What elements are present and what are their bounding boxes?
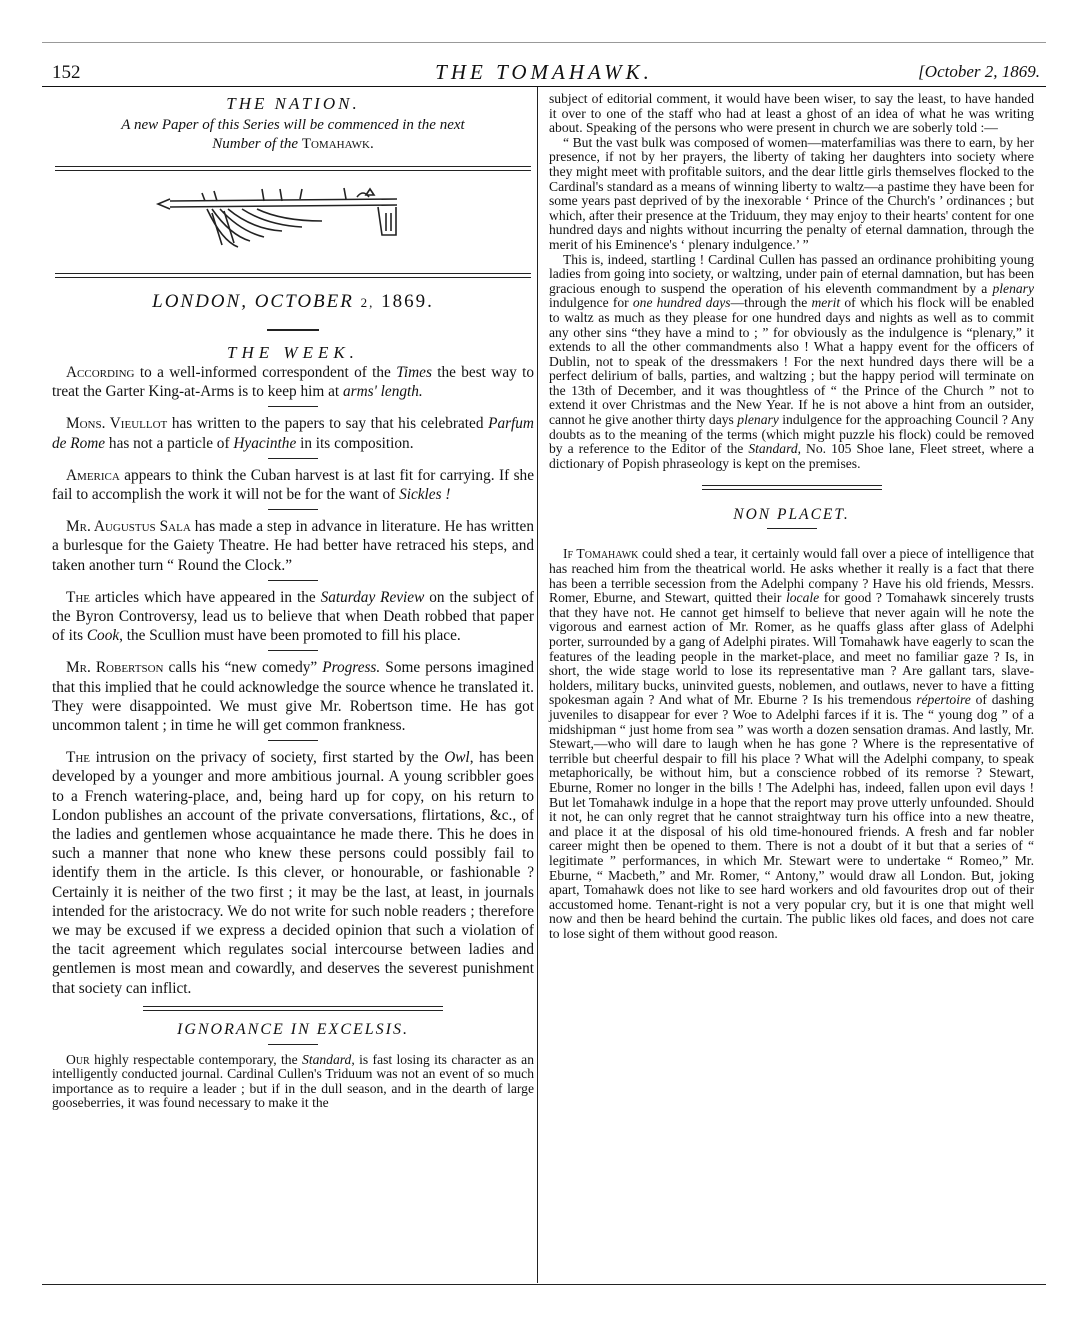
ignorance-title: IGNORANCE IN EXCELSIS. — [177, 1020, 409, 1038]
week-items — [52, 363, 534, 998]
page-header — [42, 62, 1046, 87]
nation-notice-line-1: A new Paper of this Series will be commenced in the next — [121, 117, 465, 133]
double-rule — [55, 273, 531, 278]
week-item: The articles which have appeared in the Saturday Review on the subject of the Byron Controversy, lead us to believe that when Death robbed that paper of its Cook, the Scullion must have been promoted to fill his place. — [52, 588, 534, 645]
masthead-title: THE TOMAHAWK. — [435, 60, 653, 84]
continued-paragraph: subject of editorial comment, it would have been wiser, to say the least, to have handed it over to one of the staff who had at least a ghost of an idea of what he was writing about. Speaking of the persons who were present in church we are soberly told :— — [549, 91, 1034, 136]
short-rule — [767, 528, 817, 529]
week-title: THE WEEK. — [227, 343, 359, 362]
nation-notice — [52, 116, 534, 154]
bottom-rule — [42, 1284, 1046, 1285]
week-item: Mr. Augustus Sala has made a step in advance in literature. He has written a burlesque for the Gaiety Theatre. He had better have retraced his steps, and taken another turn “ Round the Clock.” — [52, 518, 534, 574]
nation-notice-line-2: Number of the — [212, 136, 302, 152]
dateline-place: LONDON, OCTOBER — [152, 291, 361, 312]
item-separator — [268, 458, 318, 459]
nation-title: THE NATION. — [226, 94, 360, 113]
left-column — [52, 92, 534, 1111]
non-placet-title: NON PLACET. — [733, 506, 850, 524]
column-divider — [537, 87, 538, 1283]
non-placet-body: If Tomahawk could shed a tear, it certainly would fall over a piece of intelligence that has reached him from the theatrical world. He asks whether it really is a fact that there has been a terrible secession from the Adelphi company ? Have his old friends, Messrs. Romer, Eburne, and Stewart, quitted their locale for good ? Tomahawk sincerely trusts that they have not. He cannot get himself to believe that never again will he note the vigorous and earnest action of Mr. Romer, as he quaffs glass after glass of Adelphi porter, surrounded by a gang of Adelphi pirates. Will Tomahawk have eagerly to scan the features of the leading people in the market-place, and meet no familiar gaze ? Is, in short, the wide stage world to lose its representative man ? Are gallant tars, slave-holders, military bucks, uninvited guests, noblemen, and outlaws, never to have a fitting spokesman again ? And what of Mr. Eburne ? Is his tremendous répertoire of dashing juveniles to disappear for ever ? Woe to Adelphi farces if it is. The “ young dog ” of a midshipman “ just home from sea ” was worth a dozen sensation dramas. And lastly, Mr. Stewart,—who will dare to laugh when he has gone ? Where is the representative of terrible but cheerful despair to fill his place ? What will the Adelphi company, to speak metaphorically, be without him, but a conscience robbed of its remorse ? Stewart, Eburne, Romer no longer in the bills ! The Adelphi has, indeed, fallen upon evil days ! But let Tomahawk indulge in a hope that the report may prove utterly unfounded. Should it not, he can only regret that he cannot straightway turn his office into a new theatre, and place it at the disposal of his old time-honoured friends. A fresh and far nobler career might then be opened to them. There is not a doubt of it but that a series of “ legitimate ” performances, in which Mr. Stewart were to undertake “ Romeo,” Mr. Eburne, “ Macbeth,” and Mr. Romer, “ Antony,” would draw all London. But, joking apart, Tomahawk does not like to see hard workers and old favourites drop out of their accustomed home. Tenant-right is not a very popular cry, but it is one that might well now and then be heard behind the curtain. The public likes old faces, and does not care to lose sight of them without good reason. — [549, 546, 1035, 941]
item-separator — [268, 406, 318, 407]
ignorance-continued — [549, 92, 1034, 471]
tomahawk-illustration — [52, 171, 534, 269]
item-separator — [268, 740, 318, 741]
quoted-paragraph: “ But the vast bulk was composed of women—materfamilias was there to earn, by her presence, if not by her prayers, the liberty of taking her daughters into society where they might meet with profitable suitors, and the dear little girls themselves flocked to the Cardinal's standard as a means of winning liberty to waltz—a pastime they have been for some years past deprived of by the inexorable ‘ Prince of the Church's ’ ordinances ; but which, after their presence at the Triduum, they may enjoy to their hearts' content for one hundred days and nights without incurring the penalty of eternal damnation, through the merit of his Eminence's ‘ plenary indulgence.’ ” — [549, 134, 1034, 252]
ignorance-body: Our highly respectable contemporary, the Standard, is fast losing its character as an intelligently conducted journal. Cardinal Cullen's Triduum was not an event of so much importance as to require a leader ; but if in the dull season, and in the dearth of large gooseberries, it was found necessary to make it the — [52, 1051, 534, 1111]
commentary-paragraph: This is, indeed, startling ! Cardinal Cullen has passed an ordinance prohibiting young ladies from going into society, or waltzing, under pain of eternal damnation, but has been gracious enough to suspend the operation of his eleventh commandment by a plenary indulgence for one hundred days—through the merit of which his flock will be enabled to waltz as much as they please for one hundred days and nights as well as to commit any other sins “they have a mind to ; ” for obviously as the indulgence is “plenary,” it extends to all the other commandments also ! What a happy event for the officers of Dublin, not to speak of the dressmakers ! For the next hundred days there will be a perfect delirium of balls, parties, and waltzing ; but the happy period will terminate on the 13th of December, and it was thoughtless of “ the Prince of the Church ” not to extend it over Christmas and the New Year. If he is not above a hint from an outsider, cannot he give another thirty days plenary indulgence for the approaching Council ? Any doubts as to the meaning of the terms (which might puzzle his flock) could be removed by a reference to the Editor of the Standard, No. 105 Shoe lane, Fleet street, where a dictionary of Popish phraseology is kept on the premises. — [549, 251, 1034, 471]
item-separator — [268, 509, 318, 510]
tomahawk-name: Tomahawk. — [301, 136, 374, 152]
right-column — [549, 92, 1034, 941]
item-separator — [268, 580, 318, 581]
tomahawk-icon — [52, 171, 534, 269]
double-rule — [143, 1006, 443, 1011]
double-rule — [702, 485, 882, 490]
short-rule — [267, 329, 319, 331]
dateline-year: 1869. — [381, 291, 434, 312]
dateline — [52, 291, 534, 313]
top-rule — [42, 42, 1046, 43]
week-item: Mr. Robertson calls his “new comedy” Progress. Some persons imagined that this implied that he could acknowledge the source whence he translated it. They were disappointed. We must give Mr. Robertson time. He has got uncommon talent ; in time he will get common frankness. — [52, 659, 534, 735]
issue-date: [October 2, 1869. — [918, 62, 1040, 81]
week-item: Mons. Vieullot has written to the papers to say that his celebrated Parfum de Rome has not a particle of Hyacinthe in its composition. — [52, 415, 534, 452]
week-item: According to a well-informed correspondent of the Times the best way to treat the Garter King-at-Arms is to keep him at arms' length. — [52, 364, 535, 401]
short-rule — [268, 1044, 318, 1045]
dateline-day: 2, — [360, 295, 375, 310]
page-number: 152 — [52, 62, 81, 83]
week-item: America appears to think the Cuban harvest is at last fit for carrying. If she fail to accomplish the work it will not be for the want of Sickles ! — [52, 466, 534, 504]
newspaper-page — [42, 40, 1046, 1292]
item-separator — [268, 650, 318, 651]
week-item: The intrusion on the privacy of society, first started by the Owl, has been developed by a younger and more ambitious journal. A young scribbler goes to a French watering-place, and, being hard up for copy, on his return to London publishes an account of the private conversations, flirtations, &c., of the ladies and gentlemen whose acquaintance he made there. This he does in such a manner that none who knew these persons could possibly fail to identify them in the article. Is this clever, or honourable, or fashionable ? Certainly it is neither of the two first ; it may be the last, at least, in journals intended for the aristocracy. We do not write for such noble readers ; therefore we may be excused if we express a decided opinion that such a violation of the tacit agreement which regulates social intercourse between ladies and gentlemen is most mean and cowardly, and deserves the severest punishment that society can inflict. — [52, 749, 534, 997]
